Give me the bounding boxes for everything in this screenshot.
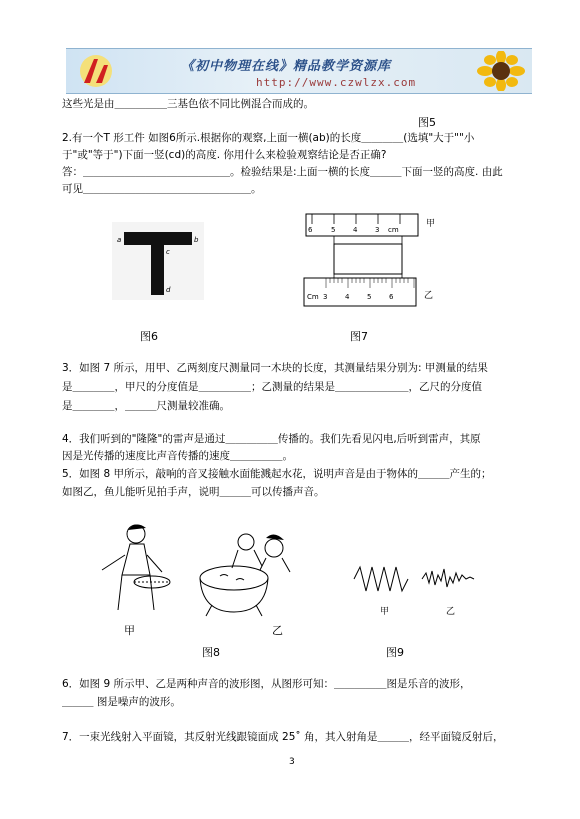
text-line: 是＿＿＿＿，甲尺的分度值是＿＿＿＿＿；乙测量的结果是＿＿＿＿＿＿＿，乙尺的分度值 bbox=[62, 381, 482, 393]
text-line: ＿＿＿ 图是噪声的波形。 bbox=[62, 696, 181, 708]
ruler-bottom-tick: 4 bbox=[345, 293, 350, 301]
question-7: 7．一束光线射入平面镜，其反射光线跟镜面成 25˚ 角，其入射角是＿＿＿，经平面镜反射后， bbox=[62, 731, 504, 743]
ruler-top-unit: cm bbox=[388, 226, 399, 234]
text-line: 于"或"等于")下面一竖(cd)的高度. 你用什么来检验观察结论是否正确? bbox=[62, 149, 387, 161]
banner-title: 《初中物理在线》精品教学资源库 bbox=[181, 59, 392, 74]
ruler-top-tick: 5 bbox=[331, 226, 336, 234]
t-label-b: b bbox=[194, 236, 199, 244]
ruler-top-tick: 4 bbox=[353, 226, 358, 234]
question-4: 4．我们听到的"隆隆"的雷声是通过＿＿＿＿＿传播的。我们先看见闪电,后听到雷声，其原 bbox=[62, 433, 481, 445]
figure-caption: 图5 bbox=[418, 116, 436, 129]
ruler-yi-label: 乙 bbox=[424, 291, 434, 301]
tuning-fork-figure bbox=[92, 520, 182, 620]
text-line: 如图乙，鱼儿能听见拍手声，说明＿＿＿可以传播声音。 bbox=[62, 486, 325, 498]
ruler-top-tick: 6 bbox=[308, 226, 313, 234]
question-6: 6．如图 9 所示甲、乙是两种声音的波形图，从图形可知：＿＿＿＿＿图是乐音的波形， bbox=[62, 678, 471, 690]
question-2: 2.有一个T 形工件 如图6所示.根据你的观察,上面一横(ab)的长度＿＿＿＿(选填"大于""小 bbox=[62, 132, 475, 144]
t-shape-figure bbox=[112, 222, 204, 300]
figure-8-jia-label: 甲 bbox=[124, 624, 135, 637]
figure-caption: 图8 bbox=[202, 646, 220, 659]
rulers-figure bbox=[296, 212, 446, 317]
text-line: 可见＿＿＿＿＿＿＿＿＿＿＿＿＿＿＿＿。 bbox=[62, 183, 262, 195]
question-5: 5．如图 8 甲所示，敲响的音叉接触水面能溅起水花，说明声音是由于物体的＿＿＿产生的； bbox=[62, 468, 492, 480]
page-number: 3 bbox=[289, 757, 295, 767]
figure-caption: 图9 bbox=[386, 646, 404, 659]
fish-pot-figure bbox=[192, 520, 302, 620]
sunflower-icon bbox=[476, 51, 526, 91]
ruler-bottom-tick: 3 bbox=[323, 293, 328, 301]
t-label-c: c bbox=[166, 248, 170, 256]
ruler-bottom-unit: Cm bbox=[307, 293, 319, 301]
text-line: 这些光是由＿＿＿＿＿三基色依不同比例混合而成的。 bbox=[62, 98, 314, 110]
t-label-a: a bbox=[117, 236, 122, 244]
figure-caption: 图6 bbox=[140, 330, 158, 343]
header-banner bbox=[66, 48, 532, 94]
text-line: 因是光传播的速度比声音传播的速度＿＿＿＿＿。 bbox=[62, 450, 293, 462]
t-label-d: d bbox=[166, 286, 171, 294]
site-logo-icon bbox=[74, 53, 118, 89]
ruler-bottom-tick: 5 bbox=[367, 293, 372, 301]
figure-caption: 图7 bbox=[350, 330, 368, 343]
ruler-jia-label: 甲 bbox=[426, 219, 436, 229]
ruler-top-tick: 3 bbox=[375, 226, 380, 234]
waveform-figure bbox=[352, 563, 482, 595]
text-line: 答：＿＿＿＿＿＿＿＿＿＿＿＿＿＿。检验结果是:上面一横的长度＿＿＿下面一竖的高度. 由此 bbox=[62, 166, 503, 178]
question-3: 3．如图 7 所示，用甲、乙两刻度尺测量同一木块的长度，其测量结果分别为: 甲测量的结果 bbox=[62, 362, 488, 374]
text-line: 是＿＿＿＿，＿＿＿尺测量较准确。 bbox=[62, 400, 230, 412]
figure-9-jia-label: 甲 bbox=[380, 607, 390, 617]
figure-8-yi-label: 乙 bbox=[272, 624, 283, 637]
banner-url: http://www.czwlzx.com bbox=[256, 76, 417, 89]
figure-9-yi-label: 乙 bbox=[446, 607, 456, 617]
ruler-bottom-tick: 6 bbox=[389, 293, 394, 301]
